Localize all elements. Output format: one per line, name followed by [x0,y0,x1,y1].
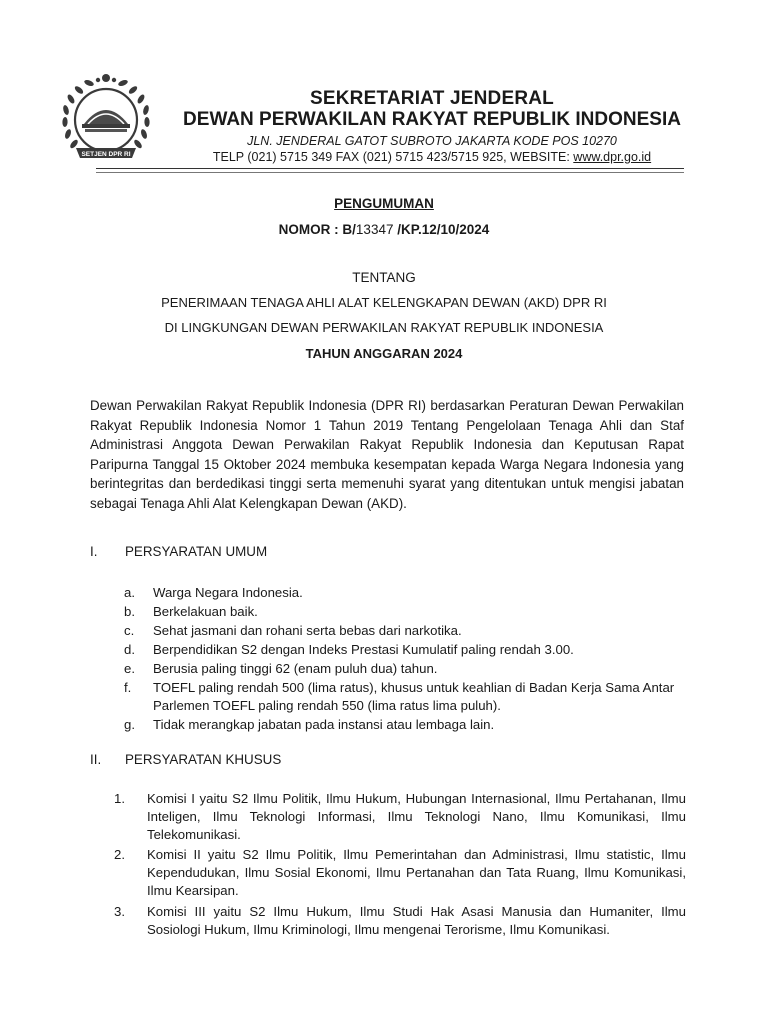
list-item-label: f. [124,679,132,695]
letterhead-phone-fax: TELP (021) 5715 349 FAX (021) 5715 423/5715 925, WEBSITE: [212,150,574,164]
general-requirements-list [124,584,686,735]
intro-paragraph: Dewan Perwakilan Rakyat Republik Indonesia (DPR RI) berdasarkan Peraturan Dewan Perwakilan Rakyat Republik Indonesia Nomor 1 Tahun 2019 Tentang Pengelolaan Tenaga Ahli dan Staf Administrasi Anggota Dewan Perwakilan Rakyat Republik Indonesia dan Keputusan Rapat Paripurna Tanggal 15 Oktober 2024 membuka kesempatan kepada Warga Negara Indonesia yang berintegritas dan berdedikasi tinggi serta memenuhi syarat yang ditentukan untuk mengisi jabatan sebagai Tenaga Ahli Alat Kelengkapan Dewan (AKD). [90,398,684,511]
list-item [114,790,686,843]
section1-number: I. [90,544,98,559]
letterhead-rule-thin [96,172,684,173]
list-item-text: Berusia paling tinggi 62 (enam puluh dua) tahun. [153,660,438,676]
list-item-label: 3. [114,903,125,919]
list-item-label: g. [124,716,135,732]
list-item-label: d. [124,641,135,657]
list-item-label: 1. [114,791,125,806]
letterhead-website-link[interactable]: www.dpr.go.id [573,150,652,164]
list-item [124,660,686,678]
list-item-label: e. [124,660,135,676]
announcement-title [0,196,768,211]
list-item [124,603,686,621]
announcement-subject-line1: PENERIMAAN TENAGA AHLI ALAT KELENGKAPAN DEWAN (AKD) DPR RI [161,295,607,310]
announcement-number [0,222,768,237]
list-item-label: 2. [114,847,125,863]
list-item [114,846,686,899]
number-prefix: NOMOR : B/ [278,222,356,237]
letterhead-rule-thick [96,168,684,169]
letterhead-line1: SEKRETARIAT JENDERAL [310,88,554,109]
list-item [124,584,686,602]
logo-ribbon-text: SETJEN DPR RI [81,151,131,158]
announcement-title-text: PENGUMUMAN [334,196,434,211]
list-item-text: Berpendidikan S2 dengan Indeks Prestasi Kumulatif paling rendah 3.00. [153,641,574,657]
list-item-label: b. [124,603,135,619]
list-item-label: a. [124,585,135,600]
list-item-text: Warga Negara Indonesia. [153,585,303,600]
list-item-text: Tidak merangkap jabatan pada instansi atau lembaga lain. [153,716,495,732]
list-item-text: Komisi II yaitu S2 Ilmu Politik, Ilmu Pemerintahan dan Administrasi, Ilmu statistic, Ilmu Kependudukan, Ilmu Sosial Ekonomi, Ilmu Pertanahan dan Tata Ruang, Ilmu Komunikasi, Ilmu Kearsipan. [147,847,686,898]
announcement-subject-line3: TAHUN ANGGARAN 2024 [305,346,463,361]
announcement-subject-line2: DI LINGKUNGAN DEWAN PERWAKILAN RAKYAT REPUBLIK INDONESIA [164,320,604,335]
letterhead-contact [172,150,692,164]
section1-title: PERSYARATAN UMUM [125,544,268,559]
list-item [124,679,686,715]
list-item-text: TOEFL paling rendah 500 (lima ratus), khusus untuk keahlian di Badan Kerja Sama Antar Parlemen TOEFL paling rendah 550 (lima ratus lima puluh). [153,679,675,713]
letterhead-address: JLN. JENDERAL GATOT SUBROTO JAKARTA KODE POS 10270 [247,134,617,148]
list-item-text: Komisi III yaitu S2 Ilmu Hukum, Ilmu Studi Hak Asasi Manusia dan Humaniter, Ilmu Sosiologi Hukum, Ilmu Kriminologi, Ilmu mengenai Terorisme, Ilmu Komunikasi. [147,903,686,937]
list-item [124,716,686,734]
list-item-text: Berkelakuan baik. [153,603,258,619]
section2-title: PERSYARATAN KHUSUS [125,752,282,767]
announcement-about: TENTANG [352,270,416,285]
list-item [124,622,686,640]
list-item-text: Komisi I yaitu S2 Ilmu Politik, Ilmu Hukum, Hubungan Internasional, Ilmu Pertahanan, Ilmu Inteligen, Ilmu Teknologi Informasi, Ilmu Teknologi Nano, Ilmu Komunikasi, Ilmu Telekomunikasi. [147,791,686,842]
number-value: 13347 [355,222,394,237]
section2-number: II. [90,752,102,767]
list-item-label: c. [124,622,135,638]
number-suffix: /KP.12/10/2024 [393,222,490,237]
list-item [124,641,686,659]
letterhead-line2: DEWAN PERWAKILAN RAKYAT REPUBLIK INDONESIA [183,109,681,130]
list-item [114,903,686,939]
special-requirements-list [114,790,686,941]
dpr-emblem-logo [52,66,160,174]
list-item-text: Sehat jasmani dan rohani serta bebas dari narkotika. [153,622,462,638]
